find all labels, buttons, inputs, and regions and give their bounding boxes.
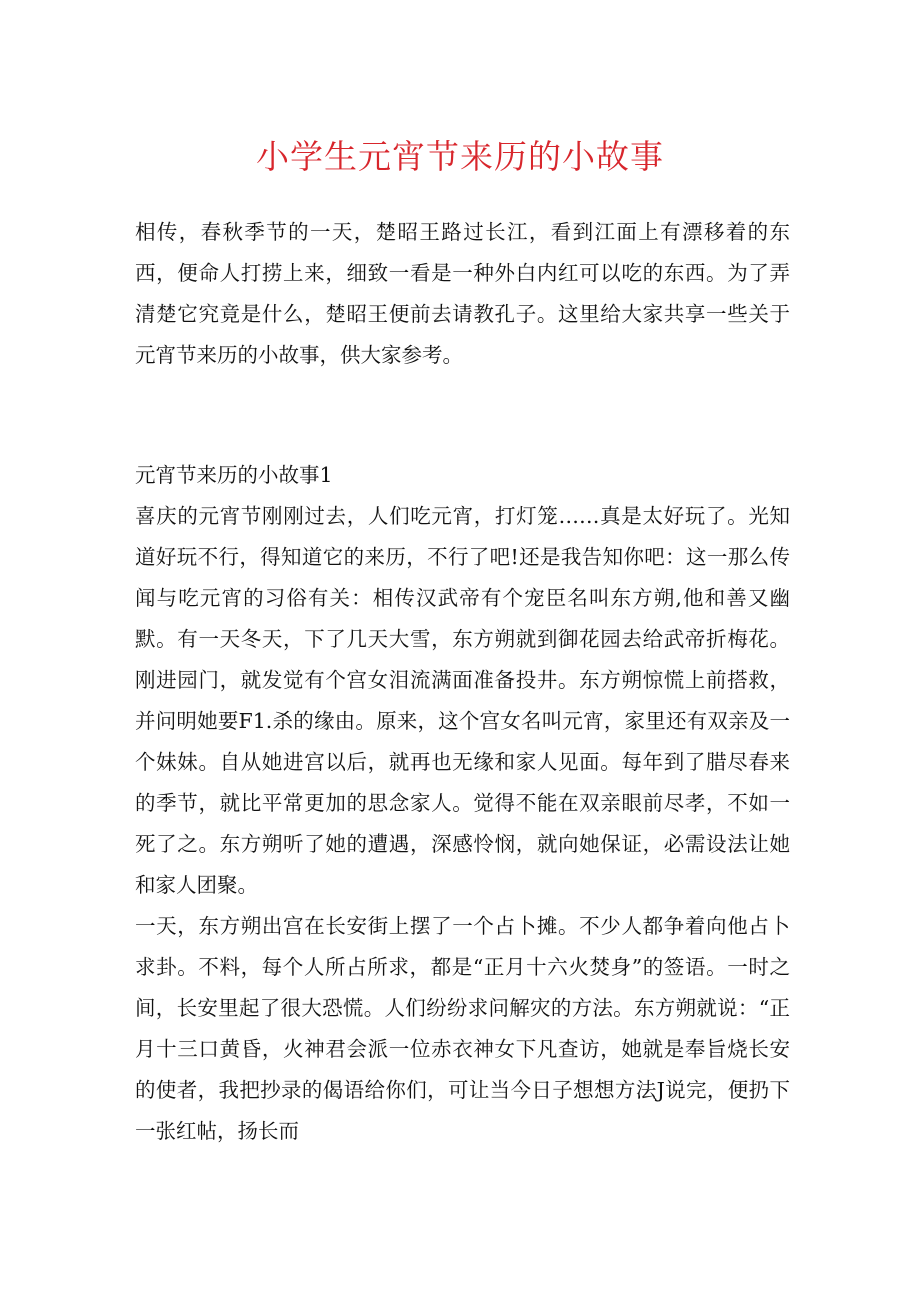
story-paragraph-2: 一天，东方朔出宫在长安街上摆了一个占卜摊。不少人都争着向他占卜求卦。不料，每个人所占所求，都是“正月十六火焚身”的签语。一时之间，长安里起了很大恐慌。人们纷纷求问解灾的方法。东方朔就说：“正月十三口黄昏，火神君会派一位赤衣神女下凡查访，她就是奉旨烧长安的使者，我把抄录的偈语给你们，可让当今日子想想方法J说完，便扔下一张红帖，扬长而 xyxy=(135,914,790,1143)
intro-paragraph: 相传，春秋季节的一天，楚昭王路过长江，看到江面上有漂移着的东西，便命人打捞上来，细致一看是一种外白内红可以吃的东西。为了弄清楚它究竟是什么，楚昭王便前去请教孔子。这里给大家共享一些关于元宵节来历的小故事，供大家参考。 xyxy=(135,220,790,367)
document-title: 小学生元宵节来历的小故事 xyxy=(256,137,664,176)
story-paragraph-1: 喜庆的元宵节刚刚过去，人们吃元宵，打灯笼……真是太好玩了。光知道好玩不行，得知道它的来历，不行了吧!还是我告知你吧：这一那么传闻与吃元宵的习俗有关：相传汉武帝有个宠臣名叫东方朔,他和善又幽默。有一天冬天，下了几天大雪，东方朔就到御花园去给武帝折梅花。刚进园门，就发觉有个宫女泪流满面准备投井。东方朔惊慌上前搭救，并问明她要F1.杀的缘由。原来，这个宫女名叫元宵，家里还有双亲及一个妹妹。自从她进宫以后，就再也无缘和家人见面。每年到了腊尽春来的季节，就比平常更加的思念家人。觉得不能在双亲眼前尽孝，不如一死了之。东方朔听了她的遭遇，深感怜悯，就向她保证，必需设法让她和家人团聚。 xyxy=(135,504,790,897)
section-heading: 元宵节来历的小故事1 xyxy=(135,463,333,487)
